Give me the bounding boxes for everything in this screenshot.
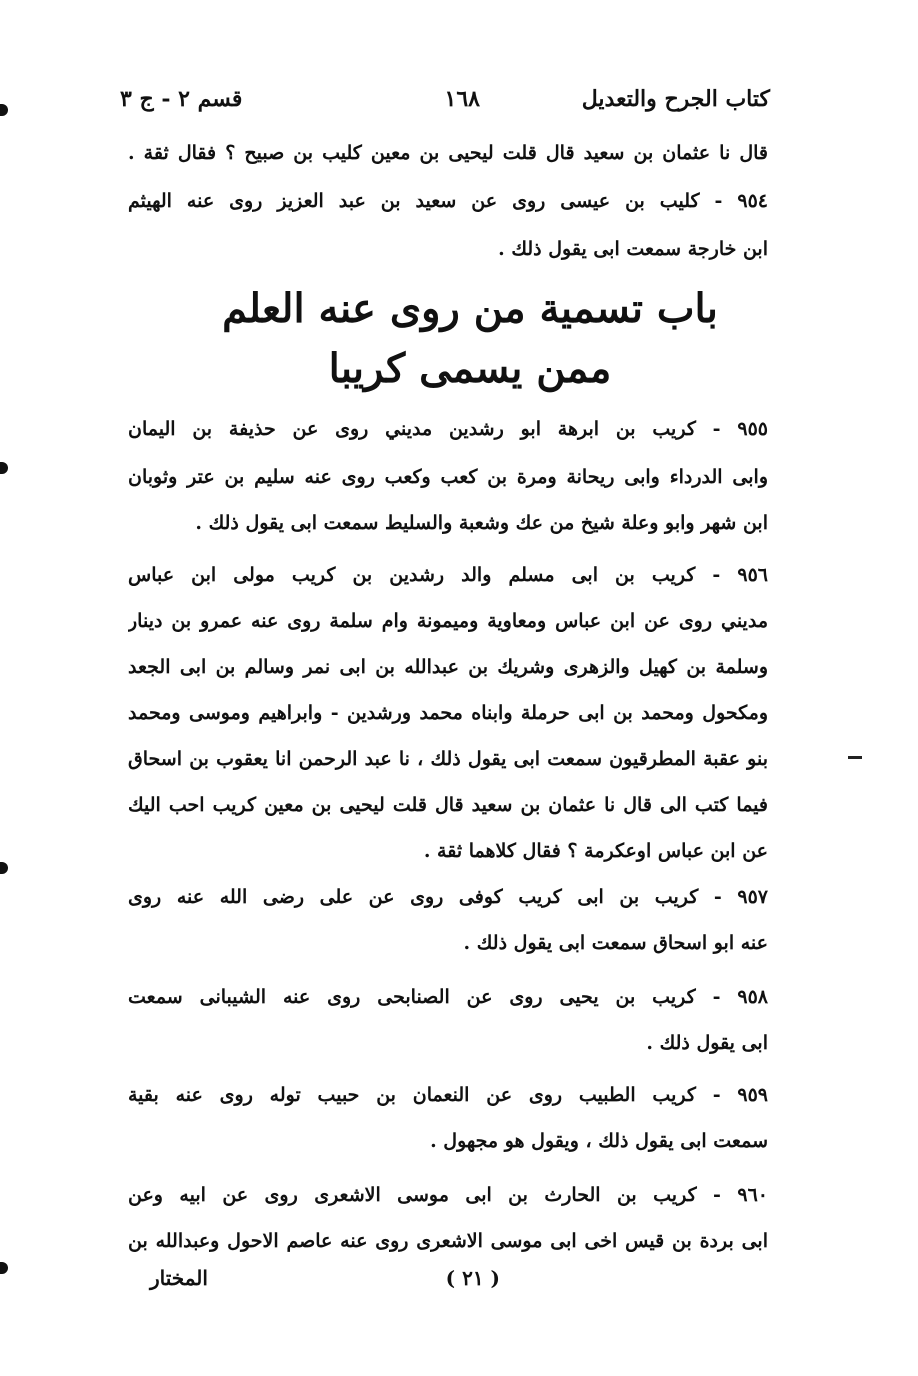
margin-mark [848, 756, 862, 759]
entry-line: ٩٥٥ - كريب بن ابرهة ابو رشدين مديني روى عن حذيفة بن اليمان [128, 418, 768, 440]
entry-line: ٩٥٦ - كريب بن ابى مسلم والد رشدين بن كريب مولى ابن عباس [128, 564, 768, 586]
entry-line: ٩٥٩ - كريب الطبيب روى عن النعمان بن حبيب توله روى عنه بقية [128, 1084, 768, 1106]
entry-line: ٩٥٨ - كريب بن يحيى روى عن الصنابحى روى عنه الشيبانى سمعت [128, 986, 768, 1008]
entry-line: ابى بردة بن قيس اخى ابى موسى الاشعرى روى عنه عاصم الاحول وعبدالله بن [128, 1230, 768, 1252]
scan-edge-mark [0, 104, 8, 116]
entry-line: بنو عقبة المطرقيون سمعت ابى يقول ذلك ، نا عبد الرحمن انا يعقوب بن اسحاق [128, 748, 768, 770]
entry-line: فيما كتب الى قال نا عثمان بن سعيد قال قلت ليحيى بن معين كريب احب اليك [128, 794, 768, 816]
entry-line: سمعت ابى يقول ذلك ، ويقول هو مجهول . [430, 1130, 768, 1152]
section-label: قسم ٢ - ج ٣ [120, 86, 243, 112]
entry-line: ٩٦٠ - كريب بن الحارث بن ابى موسى الاشعرى روى عن ابيه وعن [128, 1184, 768, 1206]
entry-line: عن ابن عباس اوعكرمة ؟ فقال كلاهما ثقة . [423, 840, 768, 862]
text-line: ٩٥٤ - كليب بن عيسى روى عن سعيد بن عبد العزيز روى عنه الهيثم [128, 190, 768, 212]
scan-edge-mark [0, 1262, 8, 1274]
entry-line: ومكحول ومحمد بن ابى حرملة وابناه محمد ورشدين - وابراهيم وموسى ومحمد [128, 702, 768, 724]
book-title: كتاب الجرح والتعديل [581, 86, 770, 112]
text-line: قال نا عثمان بن سعيد قال قلت ليحيى بن معين كليب بن صبيح ؟ فقال ثقة . [128, 142, 768, 164]
entry-line: عنه ابو اسحاق سمعت ابى يقول ذلك . [463, 932, 768, 954]
entry-line: ٩٥٧ - كريب بن ابى كريب كوفى روى عن على رضى الله عنه روى [128, 886, 768, 908]
text-line: ابن خارجة سمعت ابى يقول ذلك . [498, 238, 768, 260]
page-footer [150, 1266, 790, 1302]
entry-line: مديني روى عن ابن عباس ومعاوية وميمونة وام سلمة روى عنه عمرو بن دينار [128, 610, 768, 632]
entry-line: ابن شهر وابو وعلة شيخ من عك وشعبة والسليط سمعت ابى يقول ذلك . [195, 512, 768, 534]
signature-marker: ( ٢١ ) [445, 1266, 500, 1290]
catchword: المختار [150, 1266, 208, 1290]
scan-edge-mark [0, 462, 8, 474]
scan-edge-mark [0, 862, 8, 874]
entry-line: وسلمة بن كهيل والزهرى وشريك بن عبدالله بن ابى نمر وسالم بن ابى الجعد [128, 656, 768, 678]
page-number: ١٦٨ [444, 86, 480, 112]
chapter-title-line-1: باب تسمية من روى عنه العلم [222, 285, 718, 332]
entry-line: وابى الدرداء وابى ريحانة ومرة بن كعب وكعب روى عنه سليم بن عتر وثوبان [128, 466, 768, 488]
entry-line: ابى يقول ذلك . [646, 1032, 768, 1054]
page-header [120, 86, 770, 120]
chapter-title-line-2: ممن يسمى كريبا [328, 345, 612, 392]
